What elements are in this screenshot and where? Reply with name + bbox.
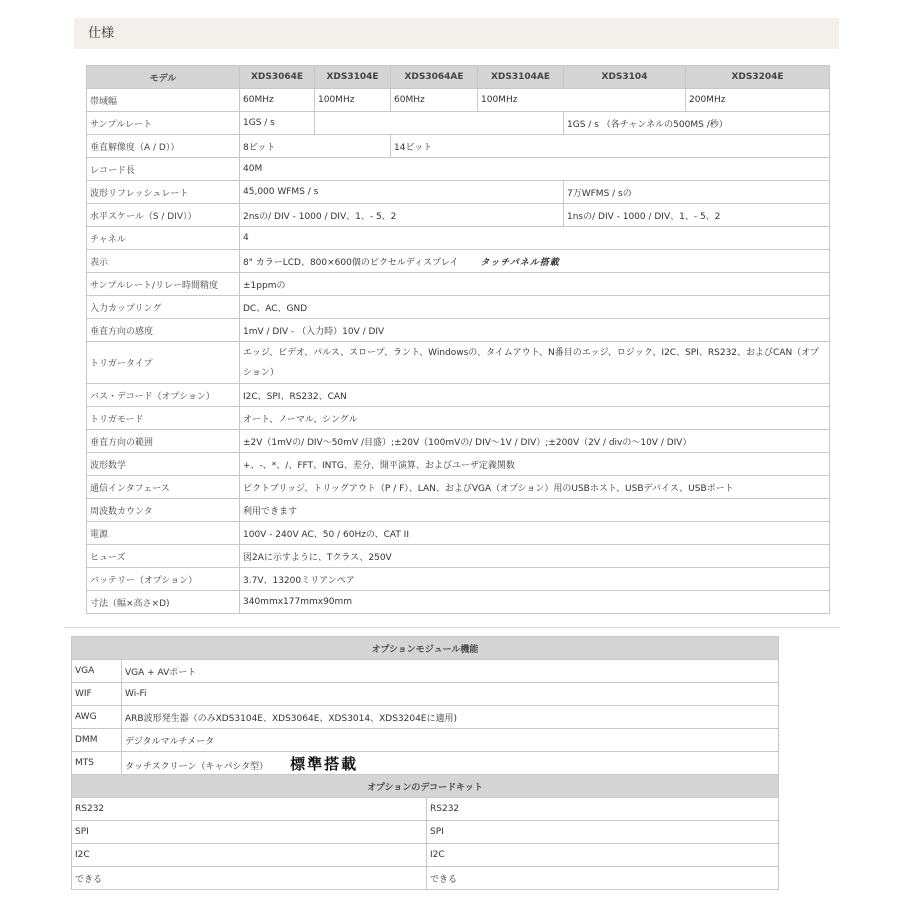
row-label: 波形数学 bbox=[87, 453, 240, 476]
row-label: 波形リフレッシュレート bbox=[87, 181, 240, 204]
table-row bbox=[87, 591, 830, 614]
cell: 40M bbox=[240, 158, 830, 181]
cell: オート、ノーマル、シングル bbox=[240, 407, 830, 430]
row-label: 電源 bbox=[87, 522, 240, 545]
column-header: XDS3104E bbox=[315, 66, 391, 89]
row-label: 寸法（幅×高さ×D) bbox=[87, 591, 240, 614]
cell: 1mV / DIV - （入力時）10V / DIV bbox=[240, 319, 830, 342]
module-desc: ARB波形発生器（のみXDS3104E、XDS3064E、XDS3014、XDS3204Eに適用) bbox=[122, 706, 779, 729]
table-row bbox=[87, 430, 830, 453]
table-row bbox=[87, 384, 830, 407]
option-table bbox=[71, 636, 779, 890]
divider bbox=[64, 627, 840, 628]
table-row bbox=[87, 545, 830, 568]
column-header: XDS3064AE bbox=[391, 66, 478, 89]
decode-header-row bbox=[72, 775, 779, 798]
table-row bbox=[87, 568, 830, 591]
cell bbox=[315, 112, 564, 135]
cell: ±1ppmの bbox=[240, 273, 830, 296]
row-label: トリガータイプ bbox=[87, 342, 240, 384]
table-row bbox=[87, 181, 830, 204]
cell bbox=[240, 250, 830, 273]
table-row bbox=[72, 706, 779, 729]
table-row bbox=[87, 342, 830, 384]
row-label: 垂直方向の範囲 bbox=[87, 430, 240, 453]
cell: エッジ、ビデオ、パルス、スロープ、ラント、Windowsの、タイムアウト、N番目のエッジ、ロジック、I2C、SPI、RS232、およびCAN（オプション） bbox=[240, 342, 830, 384]
table-row bbox=[87, 250, 830, 273]
table-row bbox=[87, 112, 830, 135]
cell: 図2Aに示すように、Tクラス、250V bbox=[240, 545, 830, 568]
module-desc bbox=[122, 752, 779, 775]
table-row bbox=[87, 135, 830, 158]
cell: 340mmx177mmx90mm bbox=[240, 591, 830, 614]
module-code: MTS bbox=[72, 752, 122, 775]
cell: 1GS / s bbox=[240, 112, 315, 135]
cell: 100MHz bbox=[478, 89, 686, 112]
option-module-header-row bbox=[72, 637, 779, 660]
row-label: バス・デコード（オプション） bbox=[87, 384, 240, 407]
table-row bbox=[87, 476, 830, 499]
table-row bbox=[87, 89, 830, 112]
row-label: トリガモード bbox=[87, 407, 240, 430]
module-code: AWG bbox=[72, 706, 122, 729]
table-row bbox=[72, 844, 779, 867]
row-label: 入力カップリング bbox=[87, 296, 240, 319]
column-header: XDS3064E bbox=[240, 66, 315, 89]
page-title: 仕様 bbox=[88, 26, 115, 41]
decode-right: RS232 bbox=[427, 798, 779, 821]
table-row bbox=[87, 319, 830, 342]
row-label: 垂直解像度（A / D）） bbox=[87, 135, 240, 158]
cell: ±2V（1mVの/ DIV〜50mV /目盛）;±20V（100mVの/ DIV〜1V / DIV）;±200V（2V / divの〜10V / DIV） bbox=[240, 430, 830, 453]
module-desc: デジタルマルチメータ bbox=[122, 729, 779, 752]
cell: 100V - 240V AC、50 / 60Hzの、CAT II bbox=[240, 522, 830, 545]
table-row bbox=[72, 729, 779, 752]
decode-right: SPI bbox=[427, 821, 779, 844]
cell: 3.7V、13200ミリアンペア bbox=[240, 568, 830, 591]
decode-left: I2C bbox=[72, 844, 427, 867]
option-module-header: オプションモジュール機能 bbox=[72, 637, 779, 660]
table-row bbox=[72, 821, 779, 844]
cell: 2nsの/ DIV - 1000 / DIV、1、- 5、2 bbox=[240, 204, 564, 227]
row-label: レコード長 bbox=[87, 158, 240, 181]
cell: ピクトブリッジ、トリッグアウト（P / F）、LAN、およびVGA（オプション）用のUSBホスト、USBデバイス、USBポート bbox=[240, 476, 830, 499]
decode-left: SPI bbox=[72, 821, 427, 844]
table-row bbox=[72, 683, 779, 706]
row-label: 帯域幅 bbox=[87, 89, 240, 112]
spec-table bbox=[86, 65, 830, 614]
cell: 60MHz bbox=[391, 89, 478, 112]
decode-left: できる bbox=[72, 867, 427, 890]
cell: DC、AC、GND bbox=[240, 296, 830, 319]
row-label: サンプルレート bbox=[87, 112, 240, 135]
cell: 8ビット bbox=[240, 135, 391, 158]
cell: 1GS / s （各チャンネルの500MS /秒） bbox=[564, 112, 830, 135]
decode-kit-header: オプションのデコードキット bbox=[72, 775, 779, 798]
cell: 7万WFMS / sの bbox=[564, 181, 830, 204]
cell: 利用できます bbox=[240, 499, 830, 522]
cell: 45,000 WFMS / s bbox=[240, 181, 564, 204]
module-code: DMM bbox=[72, 729, 122, 752]
spec-header-row bbox=[87, 66, 830, 89]
row-label: チャネル bbox=[87, 227, 240, 250]
cell: 200MHz bbox=[686, 89, 830, 112]
touch-panel-badge: タッチパネル搭載 bbox=[480, 257, 560, 268]
table-row bbox=[87, 296, 830, 319]
table-row bbox=[87, 499, 830, 522]
display-text: 8" カラーLCD、800×600個のピクセルディスプレイ bbox=[243, 257, 459, 268]
row-label: サンプルレート/リレー時間精度 bbox=[87, 273, 240, 296]
section-header bbox=[74, 18, 839, 49]
row-label: 通信インタフェース bbox=[87, 476, 240, 499]
row-label: 周波数カウンタ bbox=[87, 499, 240, 522]
row-label: 垂直方向の感度 bbox=[87, 319, 240, 342]
cell: 1nsの/ DIV - 1000 / DIV、1、- 5、2 bbox=[564, 204, 830, 227]
cell: 100MHz bbox=[315, 89, 391, 112]
table-row bbox=[87, 158, 830, 181]
decode-right: できる bbox=[427, 867, 779, 890]
module-desc: Wi-Fi bbox=[122, 683, 779, 706]
table-row bbox=[72, 660, 779, 683]
decode-left: RS232 bbox=[72, 798, 427, 821]
table-row bbox=[72, 867, 779, 890]
row-label: バッテリー（オプション） bbox=[87, 568, 240, 591]
module-code: VGA bbox=[72, 660, 122, 683]
table-row bbox=[87, 453, 830, 476]
row-label: ヒューズ bbox=[87, 545, 240, 568]
table-row bbox=[87, 273, 830, 296]
cell: 14ビット bbox=[391, 135, 830, 158]
table-row bbox=[87, 522, 830, 545]
module-code: WIF bbox=[72, 683, 122, 706]
cell: 60MHz bbox=[240, 89, 315, 112]
column-header: XDS3104AE bbox=[478, 66, 564, 89]
standard-badge: 標準搭載 bbox=[290, 754, 359, 773]
decode-right: I2C bbox=[427, 844, 779, 867]
module-desc-text: タッチスクリーン（キャパシタ型） bbox=[125, 761, 269, 772]
column-header: モデル bbox=[87, 66, 240, 89]
column-header: XDS3104 bbox=[564, 66, 686, 89]
column-header: XDS3204E bbox=[686, 66, 830, 89]
table-row bbox=[87, 227, 830, 250]
module-desc: VGA + AVポート bbox=[122, 660, 779, 683]
table-row bbox=[87, 407, 830, 430]
cell: +、-、*、/、FFT、INTG、差分、開平演算、およびユーザ定義関数 bbox=[240, 453, 830, 476]
table-row bbox=[87, 204, 830, 227]
table-row bbox=[72, 752, 779, 775]
row-label: 水平スケール（S / DIV）） bbox=[87, 204, 240, 227]
cell: 4 bbox=[240, 227, 830, 250]
table-row bbox=[72, 798, 779, 821]
row-label: 表示 bbox=[87, 250, 240, 273]
cell: I2C、SPI、RS232、CAN bbox=[240, 384, 830, 407]
